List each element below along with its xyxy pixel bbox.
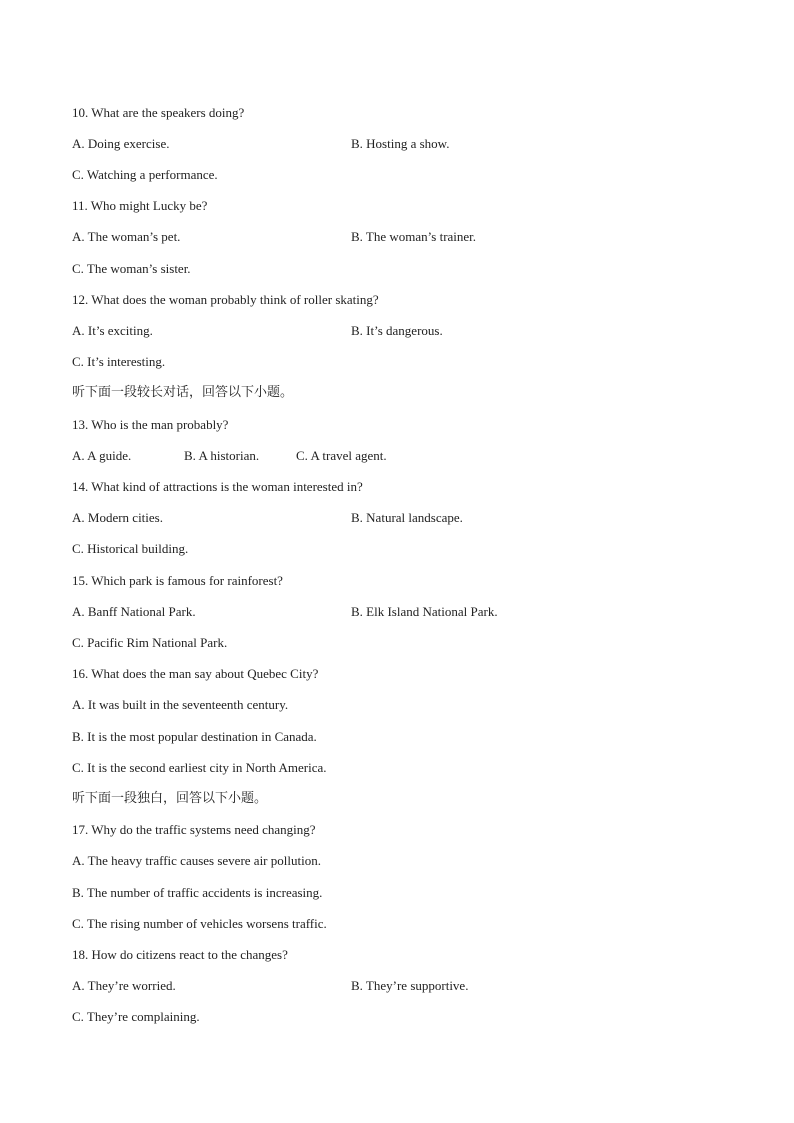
question-14-stem: 14. What kind of attractions is the woman interested in?: [72, 479, 363, 494]
question-12-option-a: A. It’s exciting.: [72, 323, 153, 338]
question-17-option-b: B. The number of traffic accidents is increasing.: [72, 885, 323, 900]
question-18-stem: 18. How do citizens react to the changes?: [72, 947, 288, 962]
question-17-option-c: C. The rising number of vehicles worsens traffic.: [72, 916, 327, 931]
question-11-option-b: B. The woman’s trainer.: [351, 229, 477, 244]
section-instruction-dialogue: 听下面一段较长对话，回答以下小题。: [72, 385, 294, 400]
question-10-option-b: B. Hosting a show.: [351, 136, 450, 151]
question-11-option-a: A. The woman’s pet.: [72, 229, 181, 244]
question-18-option-c: C. They’re complaining.: [72, 1009, 200, 1024]
question-12-stem: 12. What does the woman probably think of roller skating?: [72, 292, 379, 307]
question-16-option-a: A. It was built in the seventeenth century.: [72, 697, 289, 712]
question-12-option-c: C. It’s interesting.: [72, 354, 166, 369]
question-18-option-b: B. They’re supportive.: [351, 978, 469, 993]
question-17-stem: 17. Why do the traffic systems need changing?: [72, 822, 316, 837]
question-13-stem: 13. Who is the man probably?: [72, 417, 229, 432]
question-15-stem: 15. Which park is famous for rainforest?: [72, 573, 283, 588]
question-13-option-c: C. A travel agent.: [296, 448, 387, 463]
question-10-option-a: A. Doing exercise.: [72, 136, 170, 151]
question-15-option-c: C. Pacific Rim National Park.: [72, 635, 228, 650]
section-instruction-monologue: 听下面一段独白，回答以下小题。: [72, 791, 268, 806]
question-14-option-b: B. Natural landscape.: [351, 510, 463, 525]
question-10-stem: 10. What are the speakers doing?: [72, 105, 245, 120]
question-17-option-a: A. The heavy traffic causes severe air pollution.: [72, 853, 321, 868]
question-12-option-b: B. It’s dangerous.: [351, 323, 443, 338]
question-11-stem: 11. Who might Lucky be?: [72, 198, 208, 213]
question-13-option-a: A. A guide.: [72, 448, 132, 463]
question-13-option-b: B. A historian.: [184, 448, 260, 463]
question-10-option-c: C. Watching a performance.: [72, 167, 218, 182]
question-14-option-a: A. Modern cities.: [72, 510, 163, 525]
question-15-option-b: B. Elk Island National Park.: [351, 604, 498, 619]
question-15-option-a: A. Banff National Park.: [72, 604, 196, 619]
question-14-option-c: C. Historical building.: [72, 541, 189, 556]
question-18-option-a: A. They’re worried.: [72, 978, 176, 993]
question-16-stem: 16. What does the man say about Quebec City?: [72, 666, 319, 681]
question-16-option-b: B. It is the most popular destination in Canada.: [72, 729, 317, 744]
question-11-option-c: C. The woman’s sister.: [72, 261, 191, 276]
question-16-option-c: C. It is the second earliest city in North America.: [72, 760, 327, 775]
